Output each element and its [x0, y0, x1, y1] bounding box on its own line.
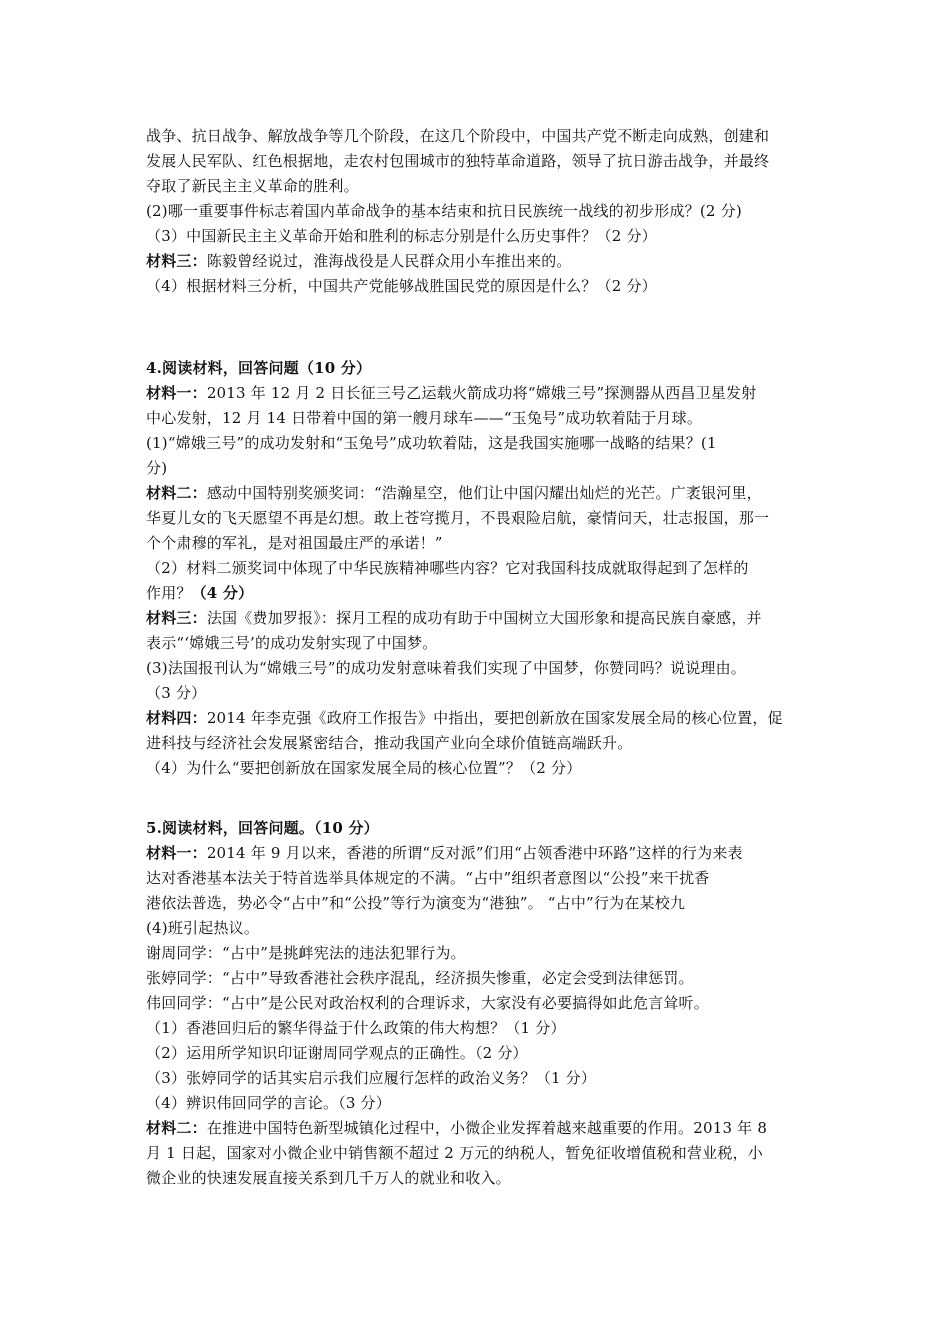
paragraph-line: 港依法普选，势必令“占中”和“公投”等行为演变为“港独”。 “占中”行为在某校九: [146, 894, 686, 912]
paragraph-line: 月 1 日起，国家对小微企业中销售额不超过 2 万元的纳税人，暂免征收增值税和营业税，小: [146, 1144, 763, 1162]
material-text: 感动中国特别奖颁奖词：“浩瀚星空，他们让中国闪耀出灿烂的光芒。广袤银河里，: [206, 484, 762, 502]
paragraph-line: 微企业的快速发展直接关系到几千万人的就业和收入。: [146, 1169, 511, 1187]
paragraph-line: 华夏儿女的飞天愿望不再是幻想。敢上苍穹揽月，不畏艰险启航，豪情问天，壮志报国，那一: [146, 509, 770, 527]
paragraph-line: [146, 581, 826, 606]
material-label: 材料二：: [146, 1119, 207, 1137]
question-4: （4）为什么“要把创新放在国家发展全局的核心位置”？（2 分）: [146, 759, 582, 777]
question-3: （3）中国新民主主义革命开始和胜利的标志分别是什么历史事件？（2 分）: [146, 227, 657, 245]
question-2: （2）运用所学知识印证谢周同学观点的正确性。（2 分）: [146, 1044, 528, 1062]
student-statement: 张婷同学：“占中”导致香港社会秩序混乱，经济损失惨重，必定会受到法律惩罚。: [146, 969, 694, 987]
student-statement: 伟回同学：“占中”是公民对政治权利的合理诉求，大家没有必要搞得如此危言耸听。: [146, 994, 709, 1012]
paragraph-line: 达对香港基本法关于特首选举具体规定的不满。“占中”组织者意图以“公投”来干扰香: [146, 869, 710, 887]
material-2: [146, 481, 826, 506]
material-1: [146, 841, 826, 866]
student-statement: 谢周同学：“占中”是挑衅宪法的违法犯罪行为。: [146, 944, 466, 962]
paragraph-line: （3 分）: [146, 684, 207, 702]
question-4: （4）根据材料三分析，中国共产党能够战胜国民党的原因是什么？（2 分）: [146, 277, 657, 295]
material-3: [146, 249, 826, 274]
material-label: 材料三：: [146, 609, 207, 627]
material-label: 材料一：: [146, 844, 207, 862]
material-text: 在推进中国特色新型城镇化过程中，小微企业发挥着越来越重要的作用。2013 年 8: [206, 1119, 768, 1137]
paragraph-line: 中心发射，12 月 14 日带着中国的第一艘月球车——“玉兔号”成功软着陆于月球。: [146, 409, 703, 427]
question-2: (2)哪一重要事件标志着国内革命战争的基本结束和抗日民族统一战线的初步形成？(2 分): [146, 202, 742, 220]
material-label: 材料四：: [146, 709, 207, 727]
material-1: [146, 381, 826, 406]
paragraph-line: 战争、抗日战争、解放战争等几个阶段，在这几个阶段中，中国共产党不断走向成熟，创建和: [146, 127, 770, 145]
material-label: 材料一：: [146, 384, 207, 402]
material-2: [146, 1116, 826, 1141]
section-heading: 5.阅读材料，回答问题。（10 分）: [146, 819, 379, 837]
material-label: 材料二：: [146, 484, 207, 502]
question-text: 作用？: [146, 584, 192, 602]
paragraph-line: 个个肃穆的军礼，是对祖国最庄严的承诺！”: [146, 534, 443, 552]
question-1: （1）香港回归后的繁华得益于什么政策的伟大构想？（1 分）: [146, 1019, 566, 1037]
material-3: [146, 606, 826, 631]
paragraph-line: (4)班引起热议。: [146, 919, 260, 937]
question-3: (3)法国报刊认为“嫦娥三号”的成功发射意味着我们实现了中国梦，你赞同吗？说说理由。: [146, 659, 746, 677]
question-1: (1)“嫦娥三号”的成功发射和“玉兔号”成功软着陆，这是我国实施哪一战略的结果？(1: [146, 434, 717, 452]
section-5: [146, 816, 826, 1191]
question-3: （3）张婷同学的话其实启示我们应履行怎样的政治义务？（1 分）: [146, 1069, 597, 1087]
paragraph-line: 进科技与经济社会发展紧密结合，推动我国产业向全球价值链高端跃升。: [146, 734, 633, 752]
question-2: （2）材料二颁奖词中体现了中华民族精神哪些内容？它对我国科技成就取得起到了怎样的: [146, 559, 749, 577]
material-label: 材料三：: [146, 252, 207, 270]
paragraph-line: 表示“‘嫦娥三号’的成功发射实现了中国梦。: [146, 634, 438, 652]
material-text: 2013 年 12 月 2 日长征三号乙运载火箭成功将“嫦娥三号”探测器从西昌卫星发射: [206, 384, 757, 402]
section-3-continuation: [146, 124, 826, 299]
material-text: 陈毅曾经说过，淮海战役是人民群众用小车推出来的。: [206, 252, 572, 270]
material-text: 2014 年李克强《政府工作报告》中指出，要把创新放在国家发展全局的核心位置，促: [206, 709, 783, 727]
material-text: 法国《费加罗报》：探月工程的成功有助于中国树立大国形象和提高民族自豪感，并: [206, 609, 762, 627]
section-4: [146, 356, 826, 781]
paragraph-line: 夺取了新民主主义革命的胜利。: [146, 177, 359, 195]
question-4: （4）辨识伟回同学的言论。（3 分）: [146, 1094, 391, 1112]
paragraph-line: 发展人民军队、红色根据地，走农村包围城市的独特革命道路，领导了抗日游击战争，并最终: [146, 152, 770, 170]
material-text: 2014 年 9 月以来，香港的所谓“反对派”们用“占领香港中环路”这样的行为来表: [206, 844, 743, 862]
score-label: （4 分）: [191, 584, 254, 602]
section-heading: 4.阅读材料，回答问题（10 分）: [146, 359, 372, 377]
material-4: [146, 706, 826, 731]
paragraph-line: 分): [146, 459, 168, 477]
